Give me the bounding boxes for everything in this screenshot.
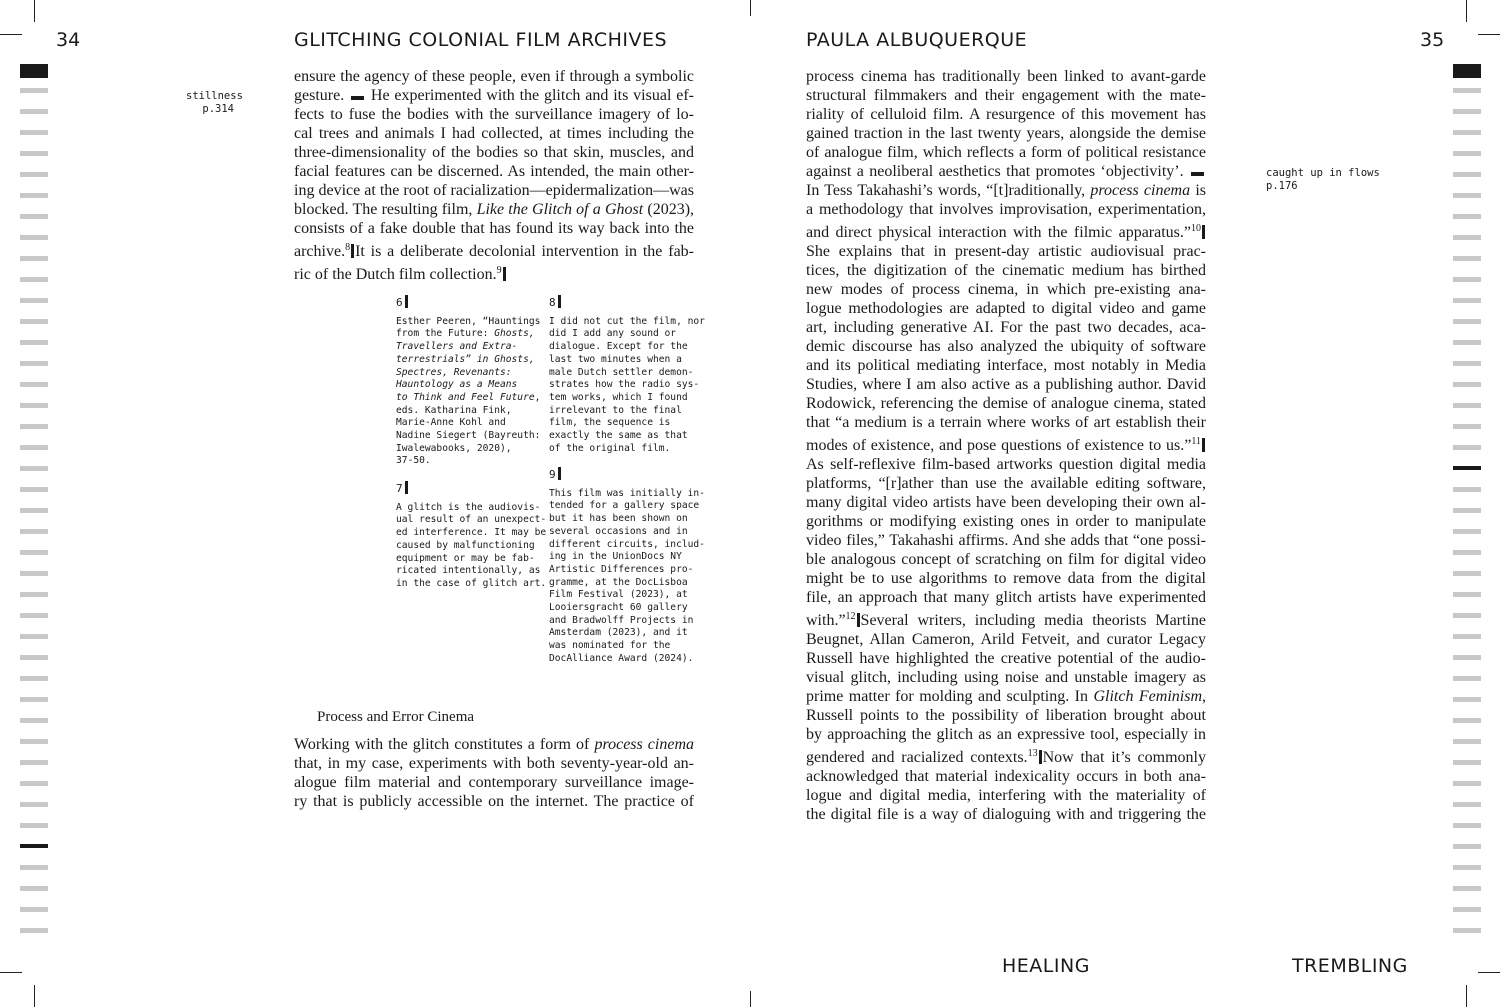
tab-marker	[20, 193, 48, 198]
tab-marker	[1453, 655, 1481, 660]
tab-marker	[1453, 130, 1481, 135]
text-line: video files,” Takahashi affirms. And she adds that “one possi-	[806, 532, 1206, 549]
text-line: new modes of process cinema, in which pre-existing ana-	[806, 281, 1206, 298]
tab-marker	[1453, 781, 1481, 786]
text-line: that, in my case, experiments with both seventy-year-old an-	[294, 755, 694, 772]
footnote-ref[interactable]: 10	[1191, 223, 1201, 234]
text-line: ing device at the root of racialization—epidermalization—was	[294, 182, 694, 199]
tab-marker	[20, 886, 48, 891]
footnote-italic: Travellers and Extra-	[396, 341, 518, 353]
tab-marker	[20, 340, 48, 345]
footnote-line: tended for a gallery space	[549, 500, 700, 512]
tab-marker	[20, 802, 48, 807]
footnote-line: different circuits, includ-	[549, 538, 705, 550]
tab-marker	[1453, 88, 1481, 93]
footnote-line: dialogue. Except for the	[549, 341, 688, 353]
tab-marker	[20, 508, 48, 513]
footnote-line: DocAlliance Award (2024).	[549, 652, 694, 664]
tab-marker	[20, 823, 48, 828]
left-running-head: GLITCHING COLONIAL FILM ARCHIVES	[294, 29, 668, 51]
tab-marker	[1453, 403, 1481, 408]
footnote-line: tem works, which I found	[549, 391, 688, 403]
footnote-line: Amsterdam (2023), and it	[549, 627, 688, 639]
tab-marker	[1453, 571, 1481, 576]
margin-note-line: p.176	[1266, 180, 1298, 192]
footnote-line: Artistic Differences pro-	[549, 563, 694, 575]
footnote-line: ing in the UnionDocs NY	[549, 551, 682, 563]
text-line: logue and digital media, interfering with the materiality of	[806, 787, 1206, 804]
text-line: facial features can be discerned. As intended, the main other-	[294, 163, 694, 180]
left-section-text	[294, 735, 694, 811]
tab-marker	[1453, 235, 1481, 240]
right-body-text: process cinema has traditionally been linked to avant-garde structural filmmakers and their engagement with the mate- riality of celluloid film. A resurgence of this movement has gained traction in the last twenty years, alongside the demise of analogue film, which reflects a form of political resistance against a neoliberal aesthetics that promotes ‘objectivity’. In Tess Takahashi’s words, “[t]raditionally, process cinema is a methodology that involves improvisation, experimentation, and direct physical interaction with the filmic apparatus.”$^{10}$ She explains that in present-day artistic audiovisual prac- tices, the digitization of the cinematic medium has birthed new modes of process cinema, in which pre-existing ana- logue methodologies are adapted to digital video and game art, including generative AI. For the past two decades, aca- demic discourse has also analyzed the ubiquity of software and its political mediating interface, most notably in Media Studies, where I am also active as a publishing author. David Rodowick, referencing the demise of analogue cinema, stated that “a medium is a terrain where works of art establish their modes of existence, and pose questions of existence to us.”$^{11}$ As self-reflexive film-based artworks question digital media platforms, “[r]ather than use the available editing software, many digital video artists have been developing their own al- gorithms or modifying existing ones in order to manipulate video files,” Takahashi affirms. And she adds that “one possi- ble analogous concept of scratching on film for digital video might be to use algorithms to remove data from the digital file, an approach that many glitch artists have experimented with.”$^{12}$ Several writers, including media theorists Martine Beugnet, Allan Cameron, Arild Fetveit, and curator Legacy Russell have highlighted the creative potential of the audio- visual glitch, including using noise and unstable imagery as prime matter for molding and sculpting. In Glitch Feminism, Russell points to the possibility of liberation brought about by approaching the glitch as an expressive tool, especially in gendered and racialized contexts.$^{13}$ Now that it’s commonly acknowledged that material indexicality occurs in both ana- logue and digital media, interfering with the materiality of the digital file is a way of dialoguing with and triggering the	[806, 68, 1206, 823]
crop-mark	[0, 972, 22, 973]
crop-mark	[750, 991, 751, 1007]
footnote-line: A glitch is the audiovis-	[396, 501, 541, 513]
left-body-text	[294, 67, 694, 284]
emphasis: process cinema	[594, 736, 695, 753]
tab-marker	[20, 466, 48, 471]
tab-marker	[20, 613, 48, 618]
text-line: and its political mediating interface, most notably in Media	[806, 357, 1206, 374]
tab-marker	[1453, 424, 1481, 429]
footnote-ref[interactable]: 11	[1191, 436, 1201, 447]
text-line: three-dimensionality of the bodies so that skin, muscles, and	[294, 144, 694, 161]
footer-word-trembling[interactable]: TREMBLING	[1292, 955, 1408, 977]
text-line: Russell have highlighted the creative potential of the audio-	[806, 650, 1206, 667]
text-line: Beugnet, Allan Cameron, Arild Fetveit, and curator Legacy	[806, 631, 1206, 648]
text-line: Several writers, including media theorists Martine	[860, 612, 1206, 629]
tab-marker	[1453, 550, 1481, 555]
text-line: many digital video artists have been developing their own al-	[806, 494, 1206, 511]
footnote-italic: Hauntology as a Means	[396, 379, 518, 391]
crop-mark	[1478, 34, 1500, 35]
left-tab-markers	[20, 0, 48, 1007]
tab-marker	[1453, 928, 1481, 933]
text-line: gesture.	[294, 87, 345, 104]
tab-marker	[20, 529, 48, 534]
footnote-line: was nominated for the	[549, 640, 671, 652]
tab-marker	[20, 760, 48, 765]
link-marker-icon[interactable]	[351, 96, 364, 100]
footnote-line: This film was initially in-	[549, 487, 705, 499]
footnote-line: ual result of an unexpect-	[396, 514, 547, 526]
tab-marker	[1453, 466, 1481, 470]
tab-marker	[20, 844, 48, 848]
footnote-line: in the case of glitch art.	[396, 577, 547, 589]
emphasis: process cinema	[1090, 182, 1191, 199]
tab-marker	[20, 277, 48, 282]
margin-note-line: caught up in flows	[1266, 167, 1380, 179]
footnote-ref[interactable]: 9	[496, 265, 502, 276]
footer-word-healing[interactable]: HEALING	[1002, 955, 1090, 977]
text-line: Studies, where I am also active as a publishing author. David	[806, 376, 1206, 393]
text-line: file, an approach that many glitch artists have experimented	[806, 589, 1206, 606]
tab-marker	[1453, 613, 1481, 618]
footnote-line: last two minutes when a	[549, 353, 682, 365]
text-line: by approaching the glitch as an expressive tool, especially in	[806, 726, 1206, 743]
tab-marker	[1453, 256, 1481, 261]
tab-marker	[20, 697, 48, 702]
text-line: of analogue film, which reflects a form of political resistance	[806, 144, 1206, 161]
text-line: ble analogous concept of scratching on film for digital video	[806, 551, 1206, 568]
text-line: against a neoliberal aesthetics that promotes ‘objectivity’.	[806, 163, 1184, 180]
text-line: gorithms or modifying existing ones in order to manipulate	[806, 513, 1206, 530]
footnote-line: Looiersgracht 60 gallery	[549, 602, 688, 614]
margin-note-line: stillness	[186, 90, 243, 102]
footnote-line: ricated intentionally, as	[396, 565, 541, 577]
left-page-number: 34	[56, 29, 81, 51]
text-line: blocked. The resulting film,	[294, 201, 473, 218]
footnote-line: caused by malfunctioning	[396, 539, 535, 551]
footnote-italic: to Think and Feel Future	[396, 391, 535, 403]
text-line: structural filmmakers and their engagement with the mate-	[806, 87, 1206, 104]
text-line: In Tess Takahashi’s words, “[t]raditionally,	[806, 182, 1086, 199]
tab-marker	[1453, 634, 1481, 639]
text-line: It is a deliberate decolonial intervention in the fab-	[355, 243, 694, 260]
footnote-italic: Spectres, Revenants:	[396, 366, 512, 378]
text-line: She explains that in present-day artistic audiovisual prac-	[806, 243, 1206, 260]
tab-marker	[1453, 445, 1481, 450]
tab-marker	[1453, 214, 1481, 219]
right-tab-markers	[1453, 0, 1481, 1007]
footnote-line: did I add any sound or	[549, 328, 677, 340]
footnote-line: strates how the radio sys-	[549, 379, 700, 391]
tab-marker	[20, 151, 48, 156]
footnote-line: eds. Katharina Fink,	[396, 404, 512, 416]
tab-marker	[20, 739, 48, 744]
tab-marker	[20, 676, 48, 681]
text-line: logue methodologies are adapted to digital video and game	[806, 300, 1206, 317]
tab-marker	[1453, 340, 1481, 345]
right-page-number: 35	[1420, 29, 1445, 51]
footnote-line: ed interference. It may be	[396, 527, 547, 539]
tab-marker	[1453, 592, 1481, 597]
footnote-line: several occasions and in	[549, 525, 688, 537]
tab-marker	[20, 781, 48, 786]
footnote-ref[interactable]: 12	[845, 611, 856, 622]
tab-marker	[20, 928, 48, 933]
tab-marker	[1453, 529, 1481, 534]
footnote-line: gramme, at the DocLisboa	[549, 576, 688, 588]
tab-marker	[1453, 802, 1481, 807]
tab-marker	[20, 172, 48, 177]
left-margin-note	[186, 90, 243, 116]
text-line: acknowledged that material indexicality occurs in both ana-	[806, 768, 1206, 785]
footnote-line: irrelevant to the final	[549, 404, 682, 416]
footnote-line: Film Festival (2023), at	[549, 589, 688, 601]
tab-marker	[1453, 298, 1481, 303]
tab-marker	[1453, 277, 1481, 282]
text-line: with.”	[806, 612, 846, 629]
tab-marker	[1453, 508, 1481, 513]
tab-marker	[1453, 760, 1481, 765]
footnote-number: 8	[549, 295, 697, 310]
tab-marker	[1453, 739, 1481, 744]
text-line: prime matter for molding and sculpting. In	[806, 688, 1088, 705]
footnote-line: male Dutch settler demon-	[549, 366, 694, 378]
tab-marker	[1453, 361, 1481, 366]
tab-marker	[1453, 319, 1481, 324]
tab-marker	[1453, 172, 1481, 177]
text-line: consists of a fake double that has found its way back into the	[294, 220, 694, 237]
footnote-line: Marie-Anne Kohl and	[396, 417, 506, 429]
text-line: might be to use algorithms to remove data from the digital	[806, 570, 1206, 587]
tab-marker	[1453, 382, 1481, 387]
footnote-ref[interactable]: 13	[1027, 748, 1038, 759]
text-line: is	[1195, 182, 1206, 199]
text-line: fects to fuse the bodies with the surveillance imagery of lo-	[294, 106, 694, 123]
tab-marker	[20, 571, 48, 576]
tab-marker	[1453, 718, 1481, 723]
footnote-bar-icon	[1039, 750, 1042, 764]
tab-marker	[1453, 676, 1481, 681]
footnote-line: film, the sequence is	[549, 417, 671, 429]
text-line: that “a medium is a terrain where works of art establish their	[806, 414, 1206, 431]
footnote-line: and Bradwolff Projects in	[549, 614, 694, 626]
footnote-9	[549, 467, 705, 666]
tab-marker	[20, 865, 48, 870]
tab-marker	[20, 319, 48, 324]
text-line: archive.	[294, 243, 346, 260]
footnote-italic: terrestrials” in	[396, 353, 489, 365]
text-line: a methodology that involves improvisation, experimentation,	[806, 201, 1206, 218]
text-line: riality of celluloid film. A resurgence of this movement has	[806, 106, 1206, 123]
tab-marker	[20, 130, 48, 135]
text-line: As self-reflexive film-based artworks question digital media	[806, 456, 1206, 473]
tab-marker	[1453, 907, 1481, 912]
tab-marker	[20, 655, 48, 660]
tab-marker	[20, 298, 48, 303]
footnote-number: 7	[396, 481, 544, 496]
tab-marker	[20, 403, 48, 408]
tab-marker	[1453, 193, 1481, 198]
text-line: and direct physical interaction with the filmic apparatus.”	[806, 224, 1191, 241]
text-line: modes of existence, and pose questions of existence to us.”	[806, 437, 1192, 454]
text-line: tices, the digitization of the cinematic medium has birthed	[806, 262, 1206, 279]
tab-marker	[1453, 487, 1481, 492]
tab-marker	[20, 256, 48, 261]
text-line: visual glitch, including using noise and unstable imagery as	[806, 669, 1206, 686]
footnote-line: of the original film.	[549, 442, 671, 454]
footnote-line: Iwalewabooks, 2020),	[396, 442, 512, 454]
footnote-italic: Ghosts,	[494, 328, 535, 340]
footnote-line: from the Future:	[396, 328, 489, 340]
tab-marker-active	[20, 64, 48, 78]
right-margin-note	[1266, 167, 1380, 193]
tab-marker	[20, 592, 48, 597]
footnote-bar-icon	[1202, 225, 1205, 239]
footnote-line: equipment or may be fab-	[396, 552, 535, 564]
footnote-line: Esther Peeren, “Hauntings	[396, 315, 541, 327]
text-line: art, including generative AI. For the past two decades, aca-	[806, 319, 1206, 336]
tab-marker	[20, 487, 48, 492]
link-marker-icon[interactable]	[1191, 172, 1204, 176]
footnote-line: I did not cut the film, nor	[549, 315, 705, 327]
text-line: ry that is publicly accessible on the internet. The practice of	[294, 793, 694, 810]
footnote-7	[396, 481, 547, 591]
footnote-line: but it has been shown on	[549, 513, 688, 525]
text-line: (2023),	[647, 201, 695, 218]
tab-marker	[1453, 697, 1481, 702]
text-line: Now that it’s commonly	[1042, 749, 1206, 766]
footnote-line: Nadine Siegert (Bayreuth:	[396, 430, 541, 442]
tab-marker	[1453, 109, 1481, 114]
text-line: cal trees and animals I had collected, at times including the	[294, 125, 694, 142]
tab-marker	[20, 382, 48, 387]
tab-marker	[1453, 886, 1481, 891]
text-line: demic discourse has also analyzed the ubiquity of software	[806, 338, 1206, 355]
tab-marker	[20, 634, 48, 639]
text-line: He experimented with the glitch and its visual ef-	[370, 87, 694, 104]
footnote-italic: Ghosts,	[494, 353, 535, 365]
margin-note-line: p.314	[202, 103, 234, 115]
text-line: Rodowick, referencing the demise of analogue cinema, stated	[806, 395, 1206, 412]
footnote-bar-icon	[857, 613, 860, 627]
tab-marker-active	[1453, 64, 1481, 78]
text-line: platforms, “[r]ather than use the available editing software,	[806, 475, 1206, 492]
tab-marker	[20, 109, 48, 114]
tab-marker	[20, 424, 48, 429]
footnote-number: 6	[396, 295, 544, 310]
text-line: process cinema has traditionally been linked to avant-garde	[806, 68, 1206, 85]
footnote-6: 6 Esther Peeren, “Hauntings from the Future: Ghosts, Travellers and Extra- terrestrials” in Ghosts, Spectres, Revenants: Hauntology as a Means to Think and Feel Future, eds. Katharina Fink, Marie-Anne Kohl and Nadine Siegert (Bayreuth: Iwalewabooks, 2020), 37-50.	[396, 295, 544, 468]
right-running-head: PAULA ALBUQUERQUE	[806, 29, 1028, 51]
tab-marker	[1453, 865, 1481, 870]
tab-marker	[1453, 151, 1481, 156]
film-title: Like the Glitch of a Ghost	[476, 201, 644, 218]
text-line: gendered and racialized contexts.	[806, 749, 1028, 766]
tab-marker	[20, 214, 48, 219]
text-line: Russell points to the possibility of liberation brought about	[806, 707, 1206, 724]
tab-marker	[1453, 823, 1481, 828]
text-line: ensure the agency of these people, even if through a symbolic	[294, 68, 694, 85]
text-line: ric of the Dutch film collection.	[294, 266, 497, 283]
crop-mark	[0, 34, 22, 35]
tab-marker	[20, 235, 48, 240]
footnote-ref[interactable]: 8	[345, 242, 351, 253]
text-line: Working with the glitch constitutes a form of	[294, 736, 590, 753]
footnote-bar-icon	[503, 267, 506, 281]
text-line: alogue film material and contemporary surveillance image-	[294, 774, 694, 791]
tab-marker	[1453, 844, 1481, 849]
crop-mark	[1478, 972, 1500, 973]
book-title: Glitch Feminism	[1093, 688, 1202, 705]
footnote-line: 37-50.	[396, 455, 431, 467]
text-line: gained traction in the last twenty years, alongside the demise	[806, 125, 1206, 142]
footnote-8	[549, 295, 705, 455]
tab-marker	[20, 88, 48, 93]
footnote-number: 9	[549, 467, 697, 482]
section-heading: Process and Error Cinema	[317, 709, 475, 725]
tab-marker	[20, 718, 48, 723]
tab-marker	[20, 361, 48, 366]
tab-marker	[20, 907, 48, 912]
crop-mark	[750, 0, 751, 16]
footnote-bar-icon	[351, 244, 354, 258]
text-line: the digital file is a way of dialoguing with and triggering the	[806, 806, 1206, 823]
footnote-line: exactly the same as that	[549, 430, 688, 442]
tab-marker	[20, 550, 48, 555]
footnote-bar-icon	[1202, 438, 1205, 452]
tab-marker	[20, 445, 48, 450]
